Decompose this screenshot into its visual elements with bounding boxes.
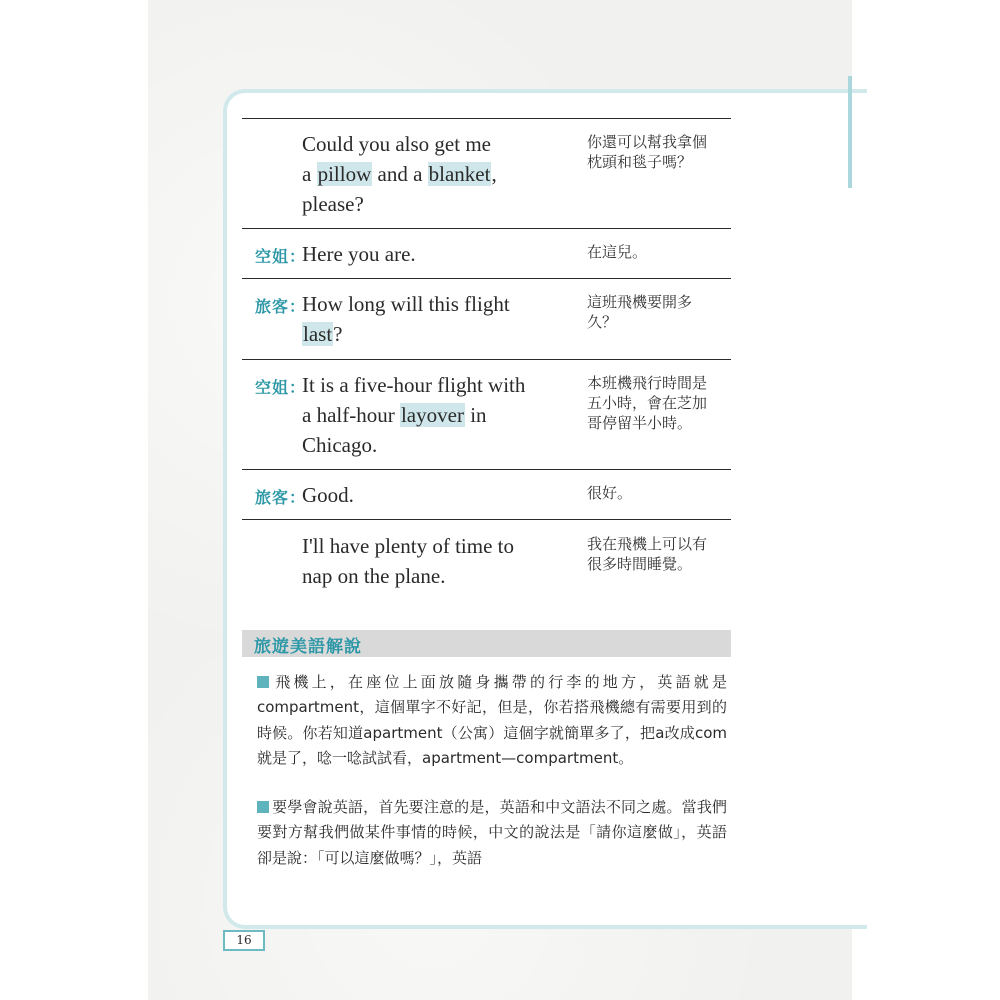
english-text: ? bbox=[333, 322, 343, 346]
english-line: Chicago. bbox=[302, 433, 378, 457]
dialogue-english bbox=[302, 480, 560, 510]
chinese-line: 久？ bbox=[587, 313, 618, 331]
dialogue-row-5 bbox=[242, 469, 731, 520]
chinese-line: 本班機飛行時間是 bbox=[587, 374, 708, 392]
chinese-line: 你還可以幫我拿個 bbox=[587, 133, 708, 151]
vocab-highlight: pillow bbox=[317, 162, 372, 186]
english-text: a bbox=[302, 162, 317, 186]
section-title: 旅遊美語解說 bbox=[254, 637, 362, 657]
speaker-label: 旅客： bbox=[255, 297, 307, 316]
english-text: , bbox=[491, 162, 497, 186]
dialogue-chinese bbox=[587, 483, 727, 503]
english-line: nap on the plane. bbox=[302, 564, 446, 588]
chinese-line: 我在飛機上可以有 bbox=[587, 535, 708, 553]
english-line: please? bbox=[302, 192, 364, 216]
paragraph-text: 飛機上，在座位上面放隨身攜帶的行李的地方，英語就是compartment，這個單字不好記，但是，你若搭飛機總有需要用到的時候。你若知道apartment（公寓）這個字就簡單多了，把a改成com就是了，唸一唸試試看，apartment—compartment。 bbox=[257, 673, 727, 768]
dialogue-row-4 bbox=[242, 359, 731, 470]
dialogue-chinese bbox=[587, 534, 727, 574]
dialogue-english bbox=[302, 129, 560, 219]
dialogue-english bbox=[302, 239, 560, 269]
vocab-highlight: layover bbox=[400, 403, 464, 427]
english-line: How long will this flight bbox=[302, 292, 510, 316]
chinese-line: 很多時間睡覺。 bbox=[587, 555, 693, 573]
speaker-label: 旅客： bbox=[255, 488, 307, 507]
dialogue-chinese bbox=[587, 292, 727, 332]
chinese-line: 這班飛機要開多 bbox=[587, 293, 693, 311]
dialogue-english bbox=[302, 289, 560, 349]
chinese-line: 哥停留半小時。 bbox=[587, 414, 693, 432]
explanation-paragraph-2 bbox=[257, 795, 727, 871]
dialogue-chinese bbox=[587, 373, 727, 433]
square-bullet-icon bbox=[257, 676, 269, 688]
dialogue-english bbox=[302, 531, 560, 591]
english-line: Good. bbox=[302, 483, 354, 507]
english-text: and a bbox=[372, 162, 428, 186]
english-line bbox=[302, 319, 560, 349]
english-line: I'll have plenty of time to bbox=[302, 534, 514, 558]
chinese-line: 枕頭和毯子嗎？ bbox=[587, 153, 693, 171]
dialogue-row-1 bbox=[242, 118, 731, 229]
english-text: in bbox=[464, 403, 487, 427]
dialogue-row-2 bbox=[242, 228, 731, 279]
english-line: It is a five-hour flight with bbox=[302, 373, 526, 397]
dialogue-chinese bbox=[587, 132, 727, 172]
english-text: a half-hour bbox=[302, 403, 400, 427]
vocab-highlight: last bbox=[303, 322, 333, 346]
explanation-paragraph-1 bbox=[257, 670, 727, 772]
page-number: 16 bbox=[223, 930, 265, 951]
section-header bbox=[242, 630, 731, 657]
square-bullet-icon bbox=[257, 801, 269, 813]
speaker-label: 空姐： bbox=[255, 247, 307, 266]
speaker-label: 空姐： bbox=[255, 378, 307, 397]
dialogue-row-3 bbox=[242, 278, 731, 360]
paragraph-text: 要學會說英語，首先要注意的是，英語和中文語法不同之處。當我們要對方幫我們做某件事情的時候，中文的說法是「請你這麼做」，英語卻是說：「可以這麼做嗎？」，英語 bbox=[257, 798, 727, 867]
chinese-line: 五小時，會在芝加 bbox=[587, 394, 708, 412]
chinese-line: 很好。 bbox=[587, 484, 633, 502]
english-line: Here you are. bbox=[302, 242, 416, 266]
dialogue-chinese bbox=[587, 242, 727, 262]
page-edge-tab bbox=[848, 76, 852, 188]
dialogue-english bbox=[302, 370, 572, 460]
english-line: Could you also get me bbox=[302, 132, 491, 156]
chinese-line: 在這兒。 bbox=[587, 243, 648, 261]
english-line bbox=[302, 159, 560, 189]
dialogue-row-6 bbox=[242, 519, 731, 610]
vocab-highlight: blanket bbox=[428, 162, 491, 186]
english-line bbox=[302, 400, 572, 430]
